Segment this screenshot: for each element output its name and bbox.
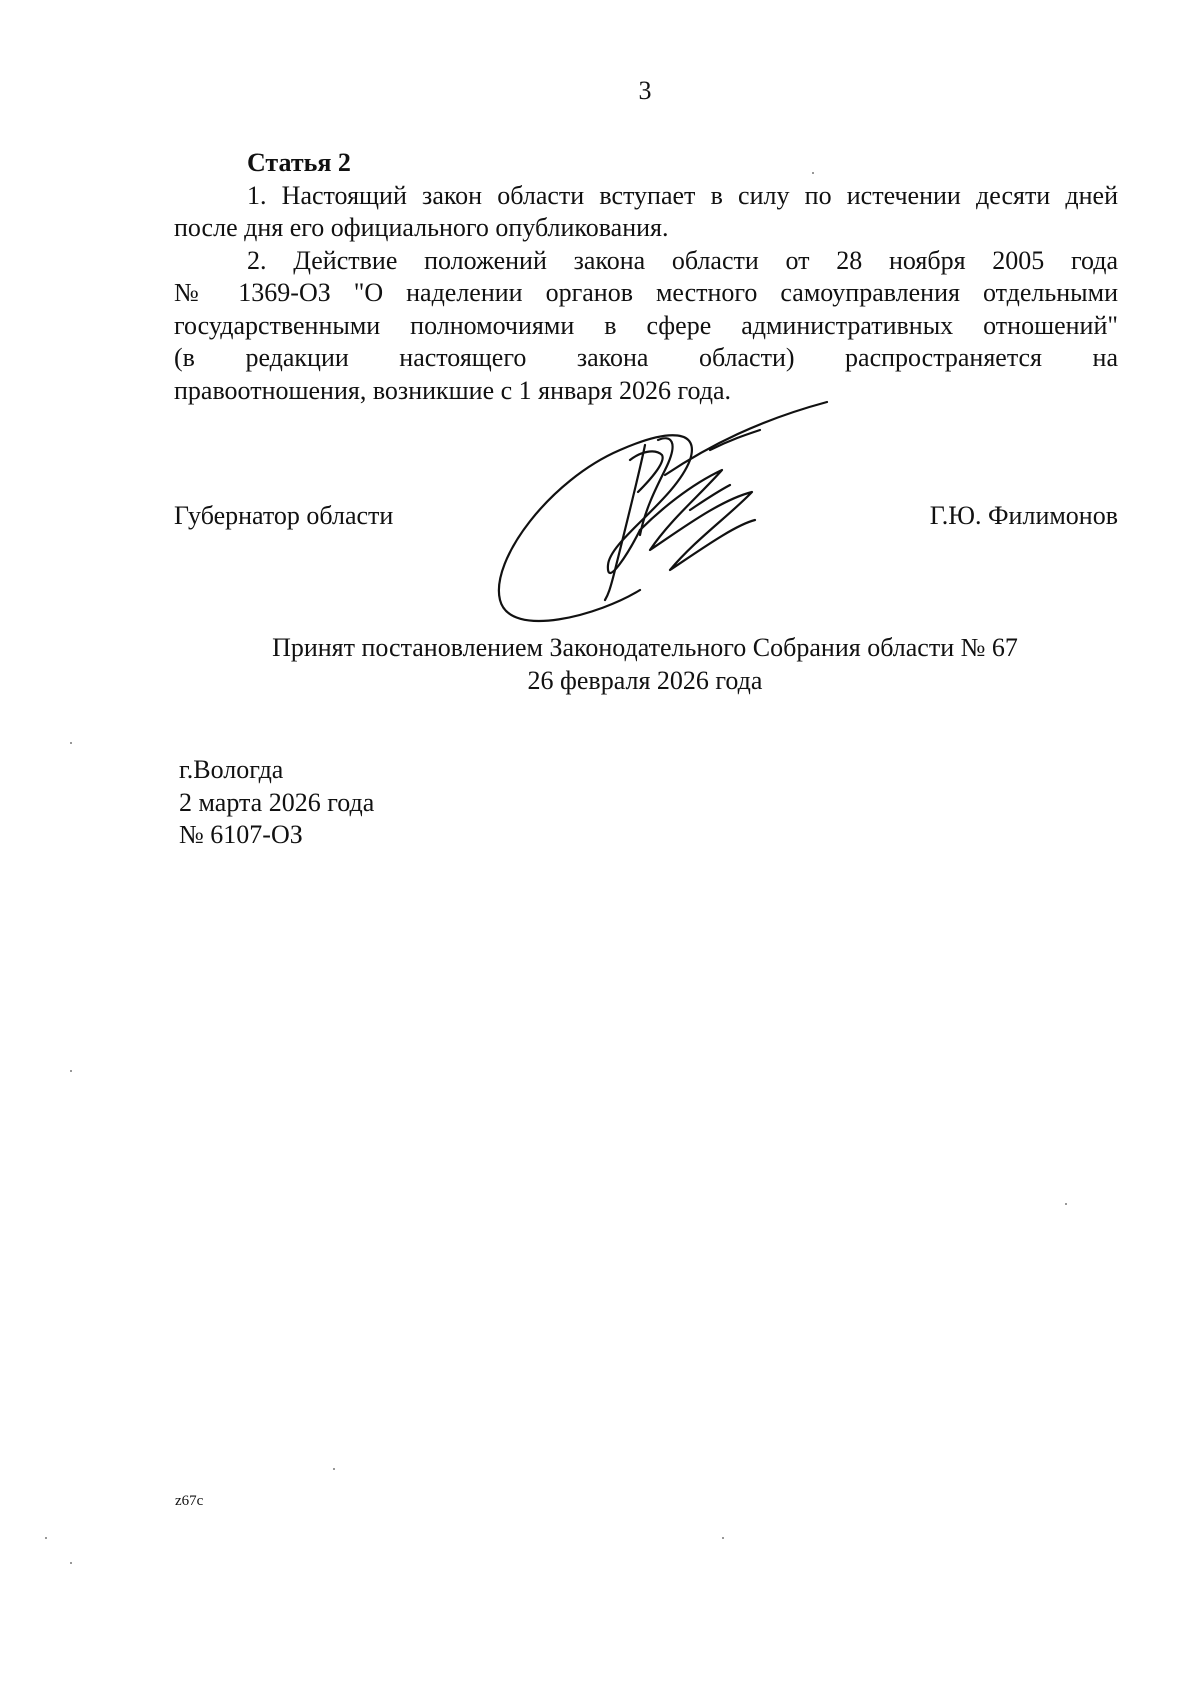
adoption-block — [0, 632, 1200, 697]
adoption-date: 26 февраля 2026 года — [527, 665, 763, 695]
scan-speck — [70, 1070, 72, 1072]
footer-code: z67c — [175, 1493, 204, 1509]
scan-speck — [333, 1468, 335, 1470]
page-number: 3 — [638, 76, 652, 105]
article-section — [174, 147, 1118, 407]
scan-speck — [1065, 1203, 1067, 1205]
handwritten-signature — [490, 400, 835, 630]
place-city: г.Вологда — [179, 755, 284, 784]
place-date: 2 марта 2026 года — [179, 787, 375, 817]
paragraph-2-line-2: № 1369-ОЗ "О наделении органов местного самоуправления отдельными — [174, 278, 1118, 307]
paragraph-1-line-2: после дня его официального опубликования. — [174, 213, 669, 242]
paragraph-2-line-5: правоотношения, возникшие с 1 января 2026 года. — [174, 375, 732, 405]
signer-name: Г.Ю. Филимонов — [929, 501, 1118, 530]
paragraph-2-line-4: (в редакции настоящего закона области) распространяется на — [174, 343, 1118, 372]
law-number: № 6107-ОЗ — [179, 820, 303, 849]
scan-speck — [70, 1562, 72, 1564]
scan-speck — [70, 742, 72, 744]
paragraph-2-line-1: 2. Действие положений закона области от 28 ноября 2005 года — [247, 245, 1118, 275]
scan-speck — [722, 1537, 724, 1539]
article-paragraph-1 — [174, 180, 1118, 245]
place-date-block — [179, 754, 374, 852]
scan-speck — [812, 172, 814, 174]
signer-title: Губернатор области — [174, 501, 394, 530]
article-title: Статья 2 — [247, 148, 351, 177]
adoption-line-1: Принят постановлением Законодательного Собрания области № 67 — [272, 633, 1018, 662]
paragraph-2-line-3: государственными полномочиями в сфере административных отношений" — [174, 310, 1118, 340]
scan-speck — [45, 1537, 47, 1539]
paragraph-1-line-1: 1. Настоящий закон области вступает в силу по истечении десяти дней — [247, 180, 1118, 210]
article-paragraph-2 — [174, 245, 1118, 408]
